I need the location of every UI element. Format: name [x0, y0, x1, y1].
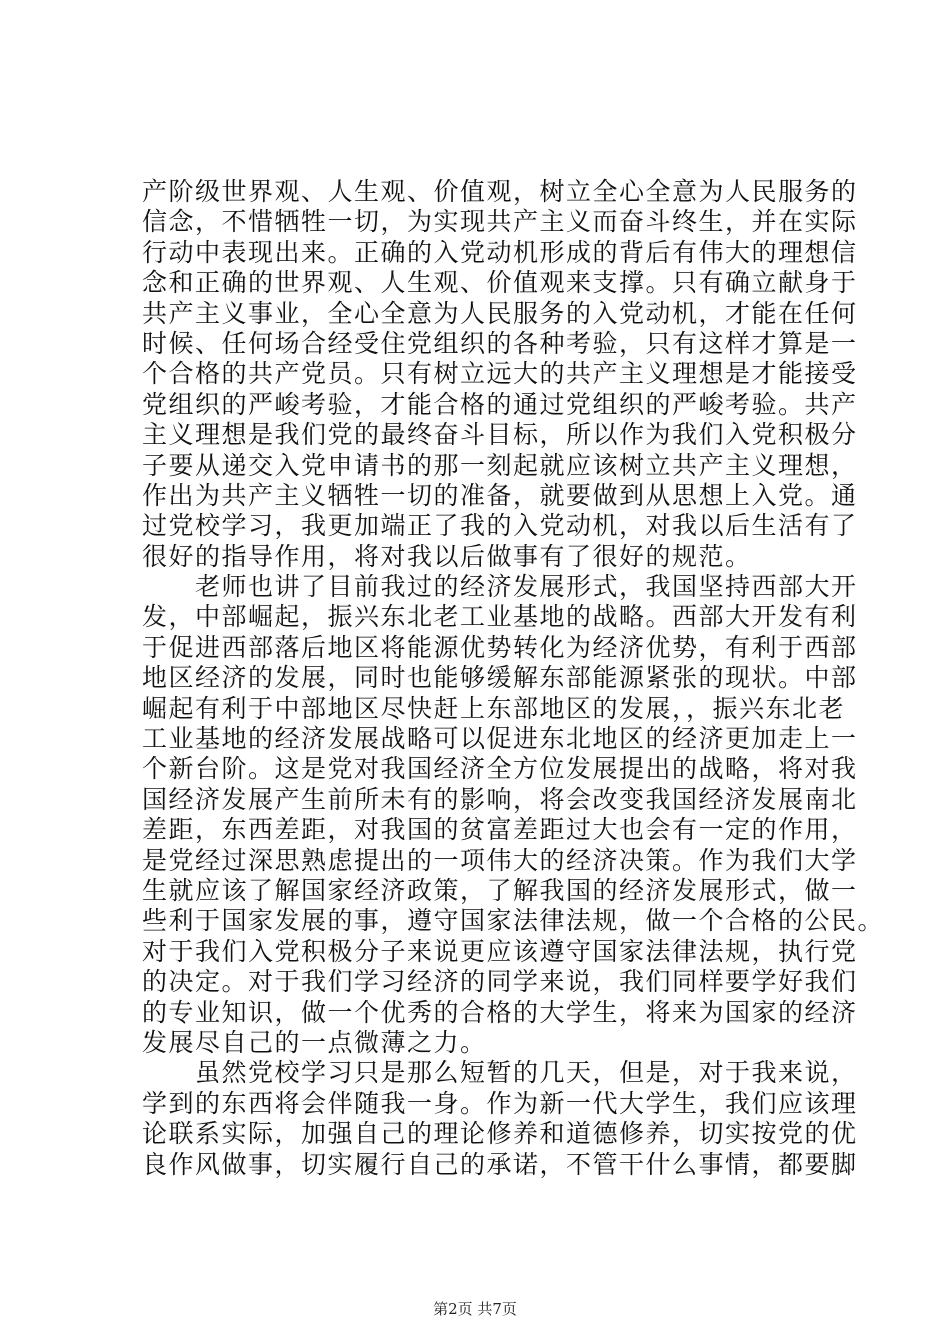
- text-line: 的决定。对于我们学习经济的同学来说，我们同样要学好我们: [142, 967, 858, 997]
- text-line: 工业基地的经济发展战略可以促进东北地区的经济更加走上一: [142, 724, 858, 754]
- text-line: 是党经过深思熟虑提出的一项伟大的经济决策。作为我们大学: [142, 845, 858, 875]
- text-line: 生就应该了解国家经济政策，了解我国的经济发展形式，做一: [142, 875, 858, 905]
- text-line: 国经济发展产生前所未有的影响，将会改变我国经济发展南北: [142, 784, 858, 814]
- text-line: 发展尽自己的一点微薄之力。: [142, 1027, 487, 1057]
- page-number-footer: 第2页 共7页: [433, 1300, 517, 1318]
- text-line: 作出为共产主义牺牲一切的准备，就要做到从思想上入党。通: [142, 480, 858, 510]
- text-line: 子要从递交入党申请书的那一刻起就应该树立共产主义理想，: [142, 450, 858, 480]
- text-line: 对于我们入党积极分子来说更应该遵守国家法律法规，执行党: [142, 936, 858, 966]
- text-line: 差距，东西差距，对我国的贫富差距过大也会有一定的作用，: [142, 815, 858, 845]
- text-line: 产阶级世界观、人生观、价值观，树立全心全意为人民服务的: [142, 177, 858, 206]
- text-line: 崛起有利于中部地区尽快赶上东部地区的发展，，振兴东北老: [142, 693, 846, 723]
- text-line: 主义理想是我们党的最终奋斗目标，所以作为我们入党积极分: [142, 420, 858, 450]
- text-line: 地区经济的发展，同时也能够缓解东部能源紧张的现状。中部: [142, 663, 858, 693]
- text-line: 个新台阶。这是党对我国经济全方位发展提出的战略，将对我: [142, 754, 858, 784]
- text-line: 时候、任何场合经受住党组织的各种考验，只有这样才算是一: [142, 328, 858, 358]
- text-line: 论联系实际，加强自己的理论修养和道德修养，切实按党的优: [142, 1119, 858, 1149]
- text-line: 于促进西部落后地区将能源优势转化为经济优势，有利于西部: [142, 632, 858, 662]
- body-text: [142, 177, 885, 1180]
- text-line: 老师也讲了目前我过的经济发展形式，我国坚持西部大开: [142, 572, 858, 602]
- text-line: 行动中表现出来。正确的入党动机形成的背后有伟大的理想信: [142, 237, 858, 267]
- text-line: 虽然党校学习只是那么短暂的几天，但是，对于我来说，: [142, 1058, 858, 1088]
- text-line: 些利于国家发展的事，遵守国家法律法规，做一个合格的公民。: [142, 906, 885, 936]
- text-line: 良作风做事，切实履行自己的承诺，不管干什么事情，都要脚: [142, 1149, 858, 1179]
- text-line: 很好的指导作用，将对我以后做事有了很好的规范。: [142, 541, 752, 571]
- text-line: 共产主义事业，全心全意为人民服务的入党动机，才能在任何: [142, 298, 858, 328]
- text-line: 的专业知识，做一个优秀的合格的大学生，将来为国家的经济: [142, 997, 858, 1027]
- text-line: 学到的东西将会伴随我一身。作为新一代大学生，我们应该理: [142, 1088, 858, 1118]
- text-line: 发，中部崛起，振兴东北老工业基地的战略。西部大开发有利: [142, 602, 858, 632]
- text-line: 个合格的共产党员。只有树立远大的共产主义理想是才能接受: [142, 359, 858, 389]
- text-line: 念和正确的世界观、人生观、价值观来支撑。只有确立献身于: [142, 268, 858, 298]
- text-line: 过党校学习，我更加端正了我的入党动机，对我以后生活有了: [142, 511, 858, 541]
- text-line: 信念，不惜牺牲一切，为实现共产主义而奋斗终生，并在实际: [142, 207, 858, 237]
- text-line: 党组织的严峻考验，才能合格的通过党组织的严峻考验。共产: [142, 389, 858, 419]
